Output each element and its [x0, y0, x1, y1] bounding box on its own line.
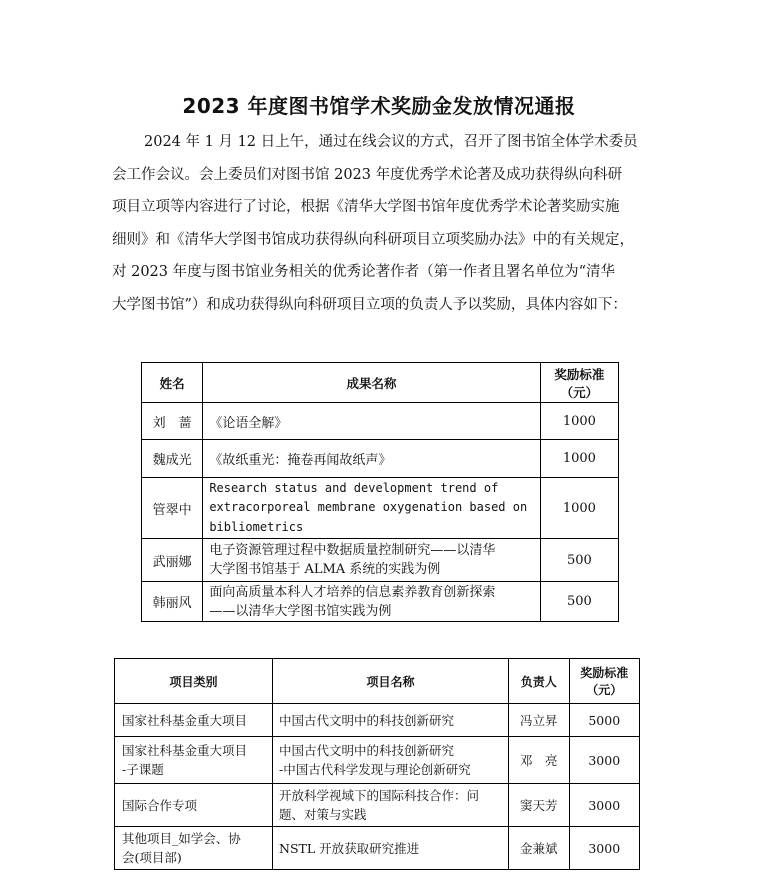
reward-amount: 500 [540, 582, 618, 622]
category-line: 会(项目部) [122, 850, 182, 865]
reward-amount: 3000 [569, 784, 640, 827]
column-header-name: 姓名 [142, 363, 203, 403]
work-line: bibliometrics [209, 519, 304, 534]
category-line: 国家社科基金重大项目 [122, 713, 248, 728]
project-line: 开放科学视域下的国际科技合作：问 [279, 788, 480, 803]
table-row [115, 784, 640, 827]
project-category [115, 784, 273, 827]
work-title [203, 582, 540, 622]
reward-amount: 1000 [540, 403, 618, 440]
project-leader: 窦天芳 [509, 784, 569, 827]
table-row [115, 827, 640, 870]
work-line: 面向高质量本科人才培养的信息素养教育创新探索 [209, 584, 496, 600]
project-category [115, 704, 273, 737]
paragraph-line: 会工作会议。会上委员们对图书馆 2023 年度优秀学术论著及成功获得纵向科研 [112, 166, 623, 183]
work-title [203, 440, 540, 478]
project-line: 中国古代文明中的科技创新研究 [279, 743, 455, 758]
projects-table [114, 658, 640, 870]
category-line: -子课题 [122, 762, 164, 777]
work-line: 电子资源管理过程中数据质量控制研究——以清华 [209, 543, 496, 558]
table-row [142, 539, 619, 582]
table-row [115, 704, 640, 737]
category-line: 国家社科基金重大项目 [122, 743, 248, 758]
project-line: 中国古代文明中的科技创新研究 [279, 713, 455, 728]
project-category [115, 737, 273, 784]
document-title: 2023 年度图书馆学术奖励金发放情况通报 [182, 94, 576, 118]
table-header-row [142, 363, 619, 403]
category-line: 其他项目_如学会、协 [122, 831, 241, 846]
table-row [142, 478, 619, 539]
project-leader: 邓 亮 [509, 737, 569, 784]
table-row [115, 737, 640, 784]
project-name [273, 737, 509, 784]
author-name: 韩丽风 [142, 582, 203, 622]
author-name: 魏成光 [142, 440, 203, 478]
reward-amount: 1000 [540, 440, 618, 478]
table-row [142, 440, 619, 478]
project-line: -中国古代科学发现与理论创新研究 [279, 762, 471, 777]
header-line: 奖励标准 [554, 366, 605, 382]
work-title [203, 539, 540, 582]
column-header-reward [569, 659, 640, 704]
intro-paragraph [112, 126, 660, 321]
work-line: extracorporeal membrane oxygenation based on [209, 500, 528, 515]
paragraph-line: 2024 年 1 月 12 日上午，通过在线会议的方式，召开了图书馆全体学术委员 [144, 134, 638, 150]
project-category [115, 827, 273, 870]
author-name: 管翠中 [142, 478, 203, 539]
project-name [273, 827, 509, 870]
paragraph-line: 对 2023 年度与图书馆业务相关的优秀论著作者（第一作者且署名单位为“清华 [112, 264, 616, 280]
work-title [203, 478, 540, 539]
column-header-project: 项目名称 [273, 659, 509, 704]
table-row [142, 403, 619, 440]
work-line: 《论语全解》 [209, 415, 288, 431]
category-line: 国际合作专项 [122, 798, 198, 813]
paragraph-line: 大学图书馆”）和成功获得纵向科研项目立项的负责人予以奖励，具体内容如下： [112, 296, 627, 313]
table-header-row [115, 659, 640, 704]
reward-amount: 1000 [540, 478, 618, 539]
author-name: 刘 蔷 [142, 403, 203, 440]
header-line: （元） [560, 384, 599, 400]
reward-amount: 3000 [569, 737, 640, 784]
project-leader: 金兼斌 [509, 827, 569, 870]
column-header-work: 成果名称 [203, 363, 540, 403]
reward-amount: 500 [540, 539, 618, 582]
project-name [273, 704, 509, 737]
paragraph-line: 细则》和《清华大学图书馆成功获得纵向科研项目立项奖励办法》中的有关规定， [112, 231, 634, 248]
header-line: 奖励标准 [580, 666, 629, 680]
column-header-leader: 负责人 [509, 659, 569, 704]
work-title [203, 403, 540, 440]
work-line: 大学图书馆基于 ALMA 系统的实践为例 [209, 562, 441, 577]
column-header-category: 项目类别 [115, 659, 273, 704]
column-header-reward [540, 363, 618, 403]
work-line: ——以清华大学图书馆实践为例 [209, 603, 392, 619]
table-row [142, 582, 619, 622]
project-leader: 冯立昇 [509, 704, 569, 737]
reward-amount: 3000 [569, 827, 640, 870]
header-line: （元） [586, 683, 623, 697]
project-line: NSTL 开放获取研究推进 [279, 841, 420, 856]
project-line: 题、对策与实践 [279, 807, 367, 822]
awards-table [141, 362, 619, 622]
paragraph-line: 项目立项等内容进行了讨论，根据《清华大学图书馆年度优秀学术论著奖励实施 [112, 199, 620, 215]
work-line: 《故纸重光：掩卷再闻故纸声》 [209, 453, 392, 468]
author-name: 武丽娜 [142, 539, 203, 582]
work-line: Research status and development trend of [209, 480, 499, 495]
project-name [273, 784, 509, 827]
reward-amount: 5000 [569, 704, 640, 737]
